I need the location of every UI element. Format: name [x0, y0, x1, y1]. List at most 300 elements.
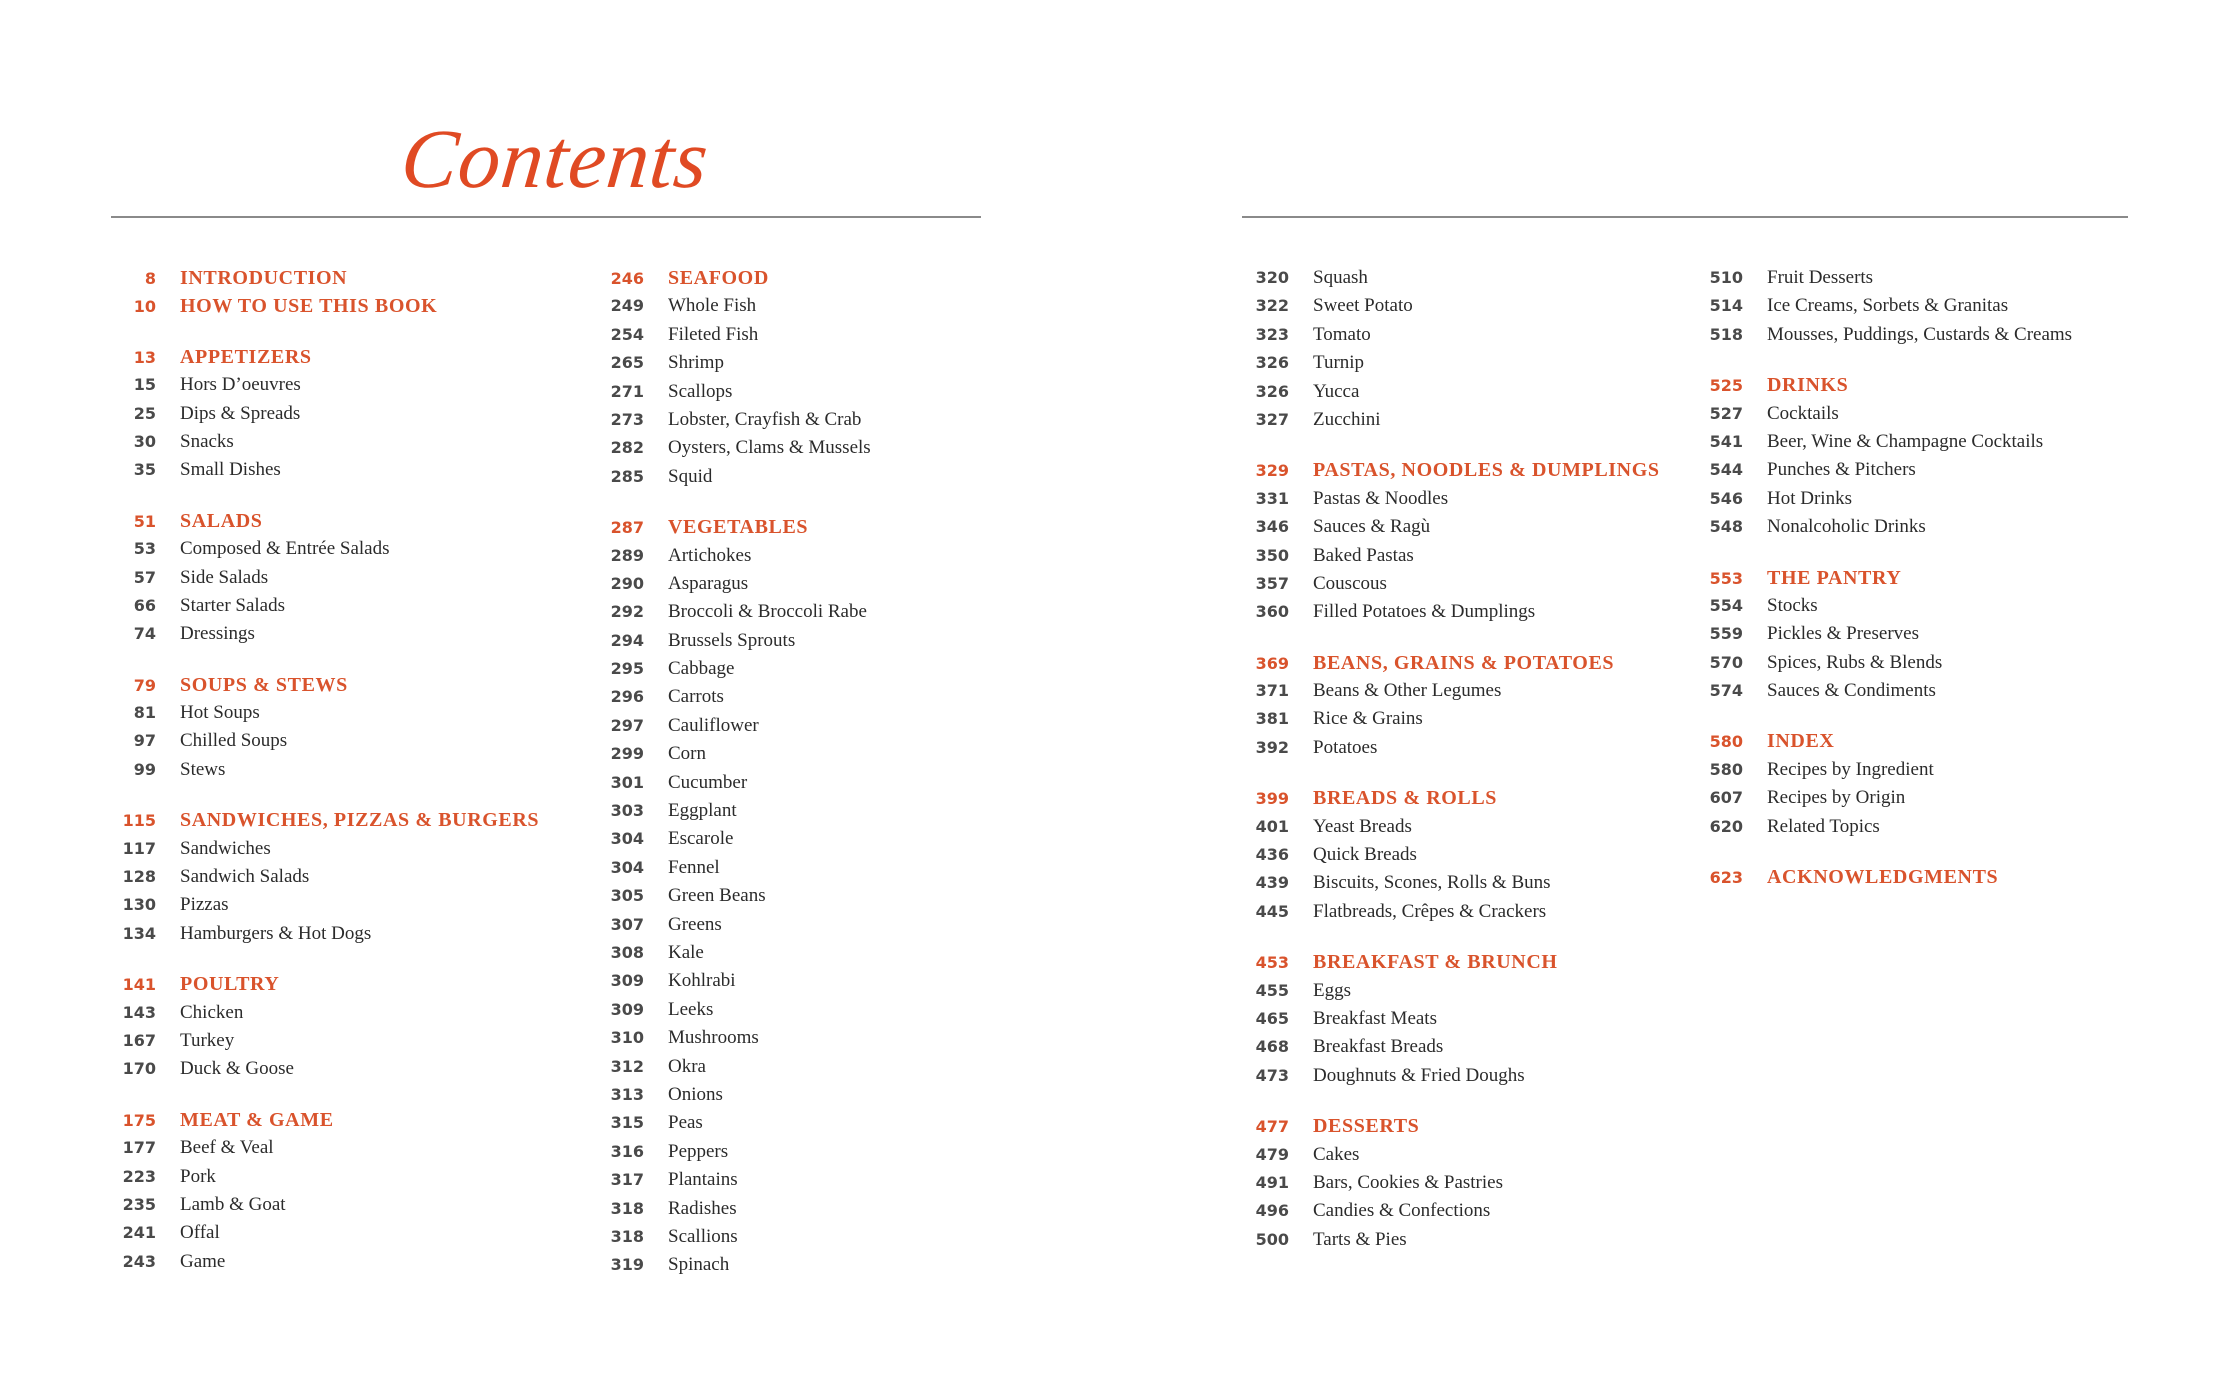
chapter-title: THE PANTRY: [1767, 566, 1902, 589]
page-number: 357: [1255, 573, 1289, 593]
toc-column-2: [588, 264, 871, 1302]
entry-title: Kale: [668, 941, 704, 963]
page-number: 307: [610, 914, 644, 934]
entry-title: Oysters, Clams & Mussels: [668, 437, 871, 459]
toc-entry[interactable]: [100, 920, 539, 948]
toc-entry[interactable]: [1233, 349, 1660, 377]
toc-entry[interactable]: [100, 699, 539, 727]
entry-title: Related Topics: [1767, 815, 1880, 837]
toc-column-4: [1687, 264, 2072, 913]
toc-entry[interactable]: [588, 321, 871, 349]
toc-section: [1233, 264, 1660, 434]
page-number: 57: [133, 567, 156, 587]
toc-chapter-heading[interactable]: [1233, 948, 1660, 976]
title-rule-right: [1242, 216, 2128, 218]
entry-title: Recipes by Ingredient: [1767, 758, 1934, 780]
entry-title: Green Beans: [668, 885, 766, 907]
page-number: 175: [122, 1110, 156, 1130]
entry-title: Potatoes: [1313, 736, 1378, 758]
page-number: 295: [610, 659, 644, 679]
toc-chapter-heading[interactable]: [100, 292, 539, 320]
toc-entry[interactable]: [588, 911, 871, 939]
entry-title: Squash: [1313, 267, 1368, 288]
page-number: 620: [1709, 816, 1743, 836]
toc-chapter-heading[interactable]: [1687, 863, 2072, 891]
entry-title: Fruit Desserts: [1767, 267, 1874, 288]
entry-title: Cocktails: [1767, 402, 1839, 424]
page-number: 141: [122, 975, 156, 995]
entry-title: Cucumber: [668, 771, 748, 793]
chapter-title: INDEX: [1767, 730, 1835, 753]
entry-title: Chilled Soups: [180, 730, 288, 752]
page-number: 115: [122, 811, 156, 831]
chapter-title: BEANS, GRAINS & POTATOES: [1313, 651, 1615, 674]
chapter-title: SEAFOOD: [668, 267, 769, 289]
toc-entry[interactable]: [588, 570, 871, 598]
page-number: 346: [1255, 517, 1289, 537]
toc-entry[interactable]: [1687, 485, 2072, 513]
toc-entry[interactable]: [588, 1166, 871, 1194]
toc-entry[interactable]: [588, 1138, 871, 1166]
page-number: 81: [133, 703, 156, 723]
entry-title: Artichokes: [668, 544, 752, 566]
toc-entry[interactable]: [588, 1195, 871, 1223]
toc-entry[interactable]: [588, 292, 871, 320]
entry-title: Greens: [668, 913, 722, 935]
entry-title: Scallops: [668, 380, 733, 402]
page-number: 607: [1709, 788, 1743, 808]
page-number: 10: [133, 297, 156, 317]
chapter-title: INTRODUCTION: [180, 267, 348, 289]
page-number: 559: [1709, 624, 1743, 644]
page-number: 322: [1255, 296, 1289, 316]
entry-title: Mushrooms: [668, 1027, 759, 1049]
page-number: 246: [610, 269, 644, 288]
entry-title: Zucchini: [1313, 408, 1381, 430]
entry-title: Lobster, Crayfish & Crab: [668, 408, 862, 430]
entry-title: Turkey: [180, 1029, 235, 1051]
page-number: 309: [610, 999, 644, 1019]
toc-chapter-heading[interactable]: [100, 507, 539, 535]
toc-entry[interactable]: [588, 434, 871, 462]
toc-entry[interactable]: [1233, 1062, 1660, 1090]
page-number: 580: [1709, 732, 1743, 752]
page-number: 130: [122, 895, 156, 915]
entry-title: Beer, Wine & Champagne Cocktails: [1767, 430, 2044, 452]
toc-entry[interactable]: [588, 542, 871, 570]
chapter-title: DRINKS: [1767, 374, 1849, 397]
page-number: 473: [1255, 1065, 1289, 1085]
entry-title: Small Dishes: [180, 459, 281, 481]
page-number: 570: [1709, 652, 1743, 672]
toc-entry[interactable]: [1233, 869, 1660, 897]
toc-entry[interactable]: [588, 378, 871, 406]
toc-entry[interactable]: [1687, 784, 2072, 812]
entry-title: Peas: [668, 1112, 703, 1134]
entry-title: Sweet Potato: [1313, 295, 1413, 317]
toc-chapter-heading[interactable]: [1233, 1112, 1660, 1140]
toc-entry[interactable]: [1687, 428, 2072, 456]
entry-title: Fennel: [668, 856, 720, 878]
toc-chapter-heading[interactable]: [100, 671, 539, 699]
page-number: 271: [610, 381, 644, 401]
page-number: 320: [1255, 268, 1289, 287]
toc-entry[interactable]: [588, 627, 871, 655]
page-number: 331: [1255, 488, 1289, 508]
toc-entry[interactable]: [588, 1053, 871, 1081]
entry-title: Duck & Goose: [180, 1058, 294, 1080]
toc-section: [1687, 264, 2072, 349]
page-number: 401: [1255, 816, 1289, 836]
toc-entry[interactable]: [1233, 1197, 1660, 1225]
toc-entry[interactable]: [1233, 485, 1660, 513]
toc-section: [100, 1106, 539, 1276]
page-number: 318: [610, 1226, 644, 1246]
toc-entry[interactable]: [1687, 620, 2072, 648]
toc-entry[interactable]: [1233, 598, 1660, 626]
entry-title: Spinach: [668, 1254, 730, 1276]
toc-chapter-heading[interactable]: [1687, 371, 2072, 399]
page-number: 312: [610, 1056, 644, 1076]
toc-entry[interactable]: [100, 756, 539, 784]
entry-title: Candies & Confections: [1313, 1200, 1491, 1222]
entry-title: Starter Salads: [180, 594, 286, 616]
toc-section: [588, 513, 871, 1280]
page-number: 453: [1255, 953, 1289, 973]
toc-column-1: [100, 264, 539, 1298]
toc-entry[interactable]: [1687, 756, 2072, 784]
entry-title: Bars, Cookies & Pastries: [1313, 1171, 1503, 1193]
toc-entry[interactable]: [588, 463, 871, 491]
page-number: 541: [1709, 431, 1743, 451]
entry-title: Baked Pastas: [1313, 544, 1414, 566]
page-number: 282: [610, 438, 644, 458]
page-number: 313: [610, 1084, 644, 1104]
toc-entry[interactable]: [1233, 705, 1660, 733]
toc-section: [588, 264, 871, 491]
entry-title: Squid: [668, 465, 713, 487]
toc-entry[interactable]: [1687, 400, 2072, 428]
page-number: 496: [1255, 1201, 1289, 1221]
entry-title: Rice & Grains: [1313, 708, 1423, 730]
page-number: 544: [1709, 460, 1743, 480]
page-number: 436: [1255, 845, 1289, 865]
toc-entry[interactable]: [1233, 813, 1660, 841]
toc-entry[interactable]: [1687, 264, 2072, 292]
page-number: 117: [122, 838, 156, 858]
toc-entry[interactable]: [588, 1223, 871, 1251]
page-number: 297: [610, 715, 644, 735]
toc-entry[interactable]: [100, 620, 539, 648]
page-number: 369: [1255, 653, 1289, 673]
toc-entry[interactable]: [100, 863, 539, 891]
page-number: 170: [122, 1059, 156, 1079]
toc-entry[interactable]: [1233, 677, 1660, 705]
entry-title: Beef & Veal: [180, 1137, 274, 1159]
toc-entry[interactable]: [100, 592, 539, 620]
entry-title: Sauces & Condiments: [1767, 680, 1936, 702]
page-number: 35: [133, 460, 156, 480]
entry-title: Dips & Spreads: [180, 402, 301, 424]
page-number: 273: [610, 409, 644, 429]
page-number: 580: [1709, 759, 1743, 779]
page-number: 25: [133, 403, 156, 423]
toc-entry[interactable]: [588, 1024, 871, 1052]
toc-entry[interactable]: [588, 996, 871, 1024]
toc-entry[interactable]: [588, 740, 871, 768]
page-number: 128: [122, 867, 156, 887]
toc-entry[interactable]: [588, 712, 871, 740]
toc-section: [100, 343, 539, 485]
toc-chapter-heading[interactable]: [588, 264, 871, 292]
toc-entry[interactable]: [100, 1163, 539, 1191]
toc-chapter-heading[interactable]: [100, 1106, 539, 1134]
page-number: 574: [1709, 681, 1743, 701]
page-number: 289: [610, 545, 644, 565]
page-number: 548: [1709, 517, 1743, 537]
entry-title: Lamb & Goat: [180, 1193, 286, 1215]
toc-column-3: [1233, 264, 1660, 1276]
page-number: 294: [610, 630, 644, 650]
page-number: 8: [144, 269, 156, 288]
entry-title: Side Salads: [180, 566, 269, 588]
toc-chapter-heading[interactable]: [100, 806, 539, 834]
toc-entry[interactable]: [100, 891, 539, 919]
page-number: 329: [1255, 461, 1289, 481]
page-number: 167: [122, 1030, 156, 1050]
entry-title: Hors D’oeuvres: [180, 374, 301, 396]
entry-title: Pizzas: [180, 894, 229, 916]
entry-title: Quick Breads: [1313, 844, 1417, 866]
toc-entry[interactable]: [1233, 264, 1660, 292]
toc-entry[interactable]: [1687, 292, 2072, 320]
toc-entry[interactable]: [100, 1191, 539, 1219]
page-number: 305: [610, 886, 644, 906]
entry-title: Flatbreads, Crêpes & Crackers: [1313, 900, 1547, 922]
entry-title: Cakes: [1313, 1143, 1360, 1165]
toc-entry[interactable]: [100, 1248, 539, 1276]
toc-chapter-heading[interactable]: [100, 343, 539, 371]
toc-entry[interactable]: [1687, 813, 2072, 841]
toc-entry[interactable]: [100, 1134, 539, 1162]
toc-entry[interactable]: [588, 655, 871, 683]
toc-entry[interactable]: [100, 371, 539, 399]
page-number: 445: [1255, 901, 1289, 921]
entry-title: Yeast Breads: [1313, 815, 1412, 837]
page-number: 318: [610, 1198, 644, 1218]
toc-entry[interactable]: [588, 406, 871, 434]
page-number: 326: [1255, 381, 1289, 401]
page-number: 319: [610, 1255, 644, 1275]
toc-section: [1233, 784, 1660, 926]
toc-entry[interactable]: [1687, 649, 2072, 677]
entry-title: Mousses, Puddings, Custards & Creams: [1767, 323, 2073, 345]
entry-title: Couscous: [1313, 572, 1387, 594]
toc-chapter-heading[interactable]: [100, 970, 539, 998]
toc-chapter-heading[interactable]: [1233, 649, 1660, 677]
page-number: 79: [133, 675, 156, 695]
page-number: 304: [610, 857, 644, 877]
entry-title: Ice Creams, Sorbets & Granitas: [1767, 295, 2009, 317]
entry-title: Composed & Entrée Salads: [180, 538, 390, 560]
toc-entry[interactable]: [1233, 542, 1660, 570]
chapter-title: BREADS & ROLLS: [1313, 787, 1497, 810]
entry-title: Radishes: [668, 1197, 737, 1219]
toc-entry[interactable]: [1233, 513, 1660, 541]
toc-entry[interactable]: [1233, 1005, 1660, 1033]
toc-entry[interactable]: [100, 428, 539, 456]
chapter-title: VEGETABLES: [668, 516, 809, 539]
page-number: 290: [610, 573, 644, 593]
toc-entry[interactable]: [588, 349, 871, 377]
toc-entry[interactable]: [1233, 898, 1660, 926]
entry-title: Sandwiches: [180, 837, 271, 859]
toc-entry[interactable]: [1233, 378, 1660, 406]
toc-entry[interactable]: [588, 939, 871, 967]
toc-entry[interactable]: [100, 1055, 539, 1083]
toc-entry[interactable]: [1233, 977, 1660, 1005]
page-number: 309: [610, 971, 644, 991]
page-number: 465: [1255, 1008, 1289, 1028]
page-number: 439: [1255, 873, 1289, 893]
entry-title: Hot Soups: [180, 702, 260, 724]
toc-entry[interactable]: [1233, 570, 1660, 598]
page-number: 316: [610, 1141, 644, 1161]
page-number: 514: [1709, 296, 1743, 316]
toc-entry[interactable]: [100, 564, 539, 592]
toc-entry[interactable]: [1687, 321, 2072, 349]
page-number: 455: [1255, 980, 1289, 1000]
entry-title: Doughnuts & Fried Doughs: [1313, 1064, 1525, 1086]
toc-chapter-heading[interactable]: [100, 264, 539, 292]
toc-entry[interactable]: [100, 1219, 539, 1247]
entry-title: Asparagus: [668, 572, 749, 594]
toc-entry[interactable]: [588, 825, 871, 853]
toc-chapter-heading[interactable]: [1687, 564, 2072, 592]
toc-entry[interactable]: [1233, 406, 1660, 434]
page-number: 296: [610, 687, 644, 707]
page-number: 285: [610, 466, 644, 486]
toc-entry[interactable]: [588, 769, 871, 797]
toc-entry[interactable]: [1687, 513, 2072, 541]
toc-section: [1687, 371, 2072, 541]
toc-entry[interactable]: [1233, 734, 1660, 762]
toc-entry[interactable]: [1233, 1141, 1660, 1169]
toc-entry[interactable]: [588, 683, 871, 711]
toc-section: [1687, 727, 2072, 841]
page-number: 392: [1255, 737, 1289, 757]
entry-title: Tomato: [1313, 323, 1371, 345]
toc-entry[interactable]: [588, 598, 871, 626]
entry-title: Leeks: [668, 998, 714, 1020]
toc-entry[interactable]: [100, 727, 539, 755]
toc-section: [1233, 1112, 1660, 1254]
page-number: 500: [1255, 1229, 1289, 1249]
page-number: 310: [610, 1028, 644, 1048]
entry-title: Filled Potatoes & Dumplings: [1313, 601, 1536, 623]
toc-section: [1233, 456, 1660, 626]
entry-title: Kohlrabi: [668, 970, 736, 992]
toc-entry[interactable]: [588, 854, 871, 882]
toc-entry[interactable]: [100, 1027, 539, 1055]
chapter-title: APPETIZERS: [180, 345, 312, 368]
page-number: 223: [122, 1166, 156, 1186]
page-number: 468: [1255, 1037, 1289, 1057]
toc-chapter-heading[interactable]: [588, 513, 871, 541]
toc-entry[interactable]: [1233, 292, 1660, 320]
toc-entry[interactable]: [1687, 592, 2072, 620]
chapter-title: DESSERTS: [1313, 1115, 1420, 1138]
toc-entry[interactable]: [588, 1081, 871, 1109]
entry-title: Beans & Other Legumes: [1313, 680, 1502, 702]
toc-entry[interactable]: [1233, 841, 1660, 869]
toc-entry[interactable]: [100, 835, 539, 863]
page-number: 491: [1255, 1172, 1289, 1192]
chapter-title: BREAKFAST & BRUNCH: [1313, 951, 1558, 974]
entry-title: Broccoli & Broccoli Rabe: [668, 601, 867, 623]
toc-entry[interactable]: [588, 1251, 871, 1279]
toc-chapter-heading[interactable]: [1233, 456, 1660, 484]
toc-entry[interactable]: [588, 967, 871, 995]
toc-entry[interactable]: [1233, 1033, 1660, 1061]
toc-entry[interactable]: [1233, 321, 1660, 349]
entry-title: Carrots: [668, 686, 724, 708]
entry-title: Biscuits, Scones, Rolls & Buns: [1313, 872, 1551, 894]
toc-chapter-heading[interactable]: [1687, 727, 2072, 755]
page-number: 13: [133, 347, 156, 367]
toc-entry[interactable]: [1233, 1226, 1660, 1254]
entry-title: Plantains: [668, 1169, 738, 1191]
entry-title: Eggs: [1313, 979, 1351, 1001]
entry-title: Spices, Rubs & Blends: [1767, 651, 1943, 673]
entry-title: Corn: [668, 743, 706, 765]
entry-title: Tarts & Pies: [1313, 1228, 1407, 1250]
toc-entry[interactable]: [588, 1109, 871, 1137]
chapter-title: SOUPS & STEWS: [180, 673, 348, 696]
page-number: 350: [1255, 545, 1289, 565]
entry-title: Shrimp: [668, 352, 724, 374]
toc-chapter-heading[interactable]: [1233, 784, 1660, 812]
entry-title: Okra: [668, 1055, 706, 1077]
toc-entry[interactable]: [100, 535, 539, 563]
page-number: 249: [610, 296, 644, 316]
toc-entry[interactable]: [588, 882, 871, 910]
toc-entry[interactable]: [588, 797, 871, 825]
entry-title: Scallions: [668, 1225, 738, 1247]
page-number: 546: [1709, 488, 1743, 508]
entry-title: Breakfast Breads: [1313, 1036, 1444, 1058]
toc-entry[interactable]: [100, 999, 539, 1027]
toc-section: [1233, 948, 1660, 1090]
toc-entry[interactable]: [100, 456, 539, 484]
page-number: 292: [610, 602, 644, 622]
toc-entry[interactable]: [1233, 1169, 1660, 1197]
chapter-title: POULTRY: [180, 973, 280, 996]
toc-entry[interactable]: [1687, 456, 2072, 484]
toc-section: [100, 970, 539, 1084]
toc-section: [1687, 564, 2072, 706]
entry-title: Pastas & Noodles: [1313, 487, 1449, 509]
toc-entry[interactable]: [1687, 677, 2072, 705]
page-number: 177: [122, 1138, 156, 1158]
page-number: 477: [1255, 1117, 1289, 1137]
title-rule-left: [111, 216, 981, 218]
toc-section: [100, 671, 539, 785]
page-number: 327: [1255, 409, 1289, 429]
toc-entry[interactable]: [100, 400, 539, 428]
entry-title: Hot Drinks: [1767, 487, 1852, 509]
chapter-title: SANDWICHES, PIZZAS & BURGERS: [180, 809, 540, 832]
